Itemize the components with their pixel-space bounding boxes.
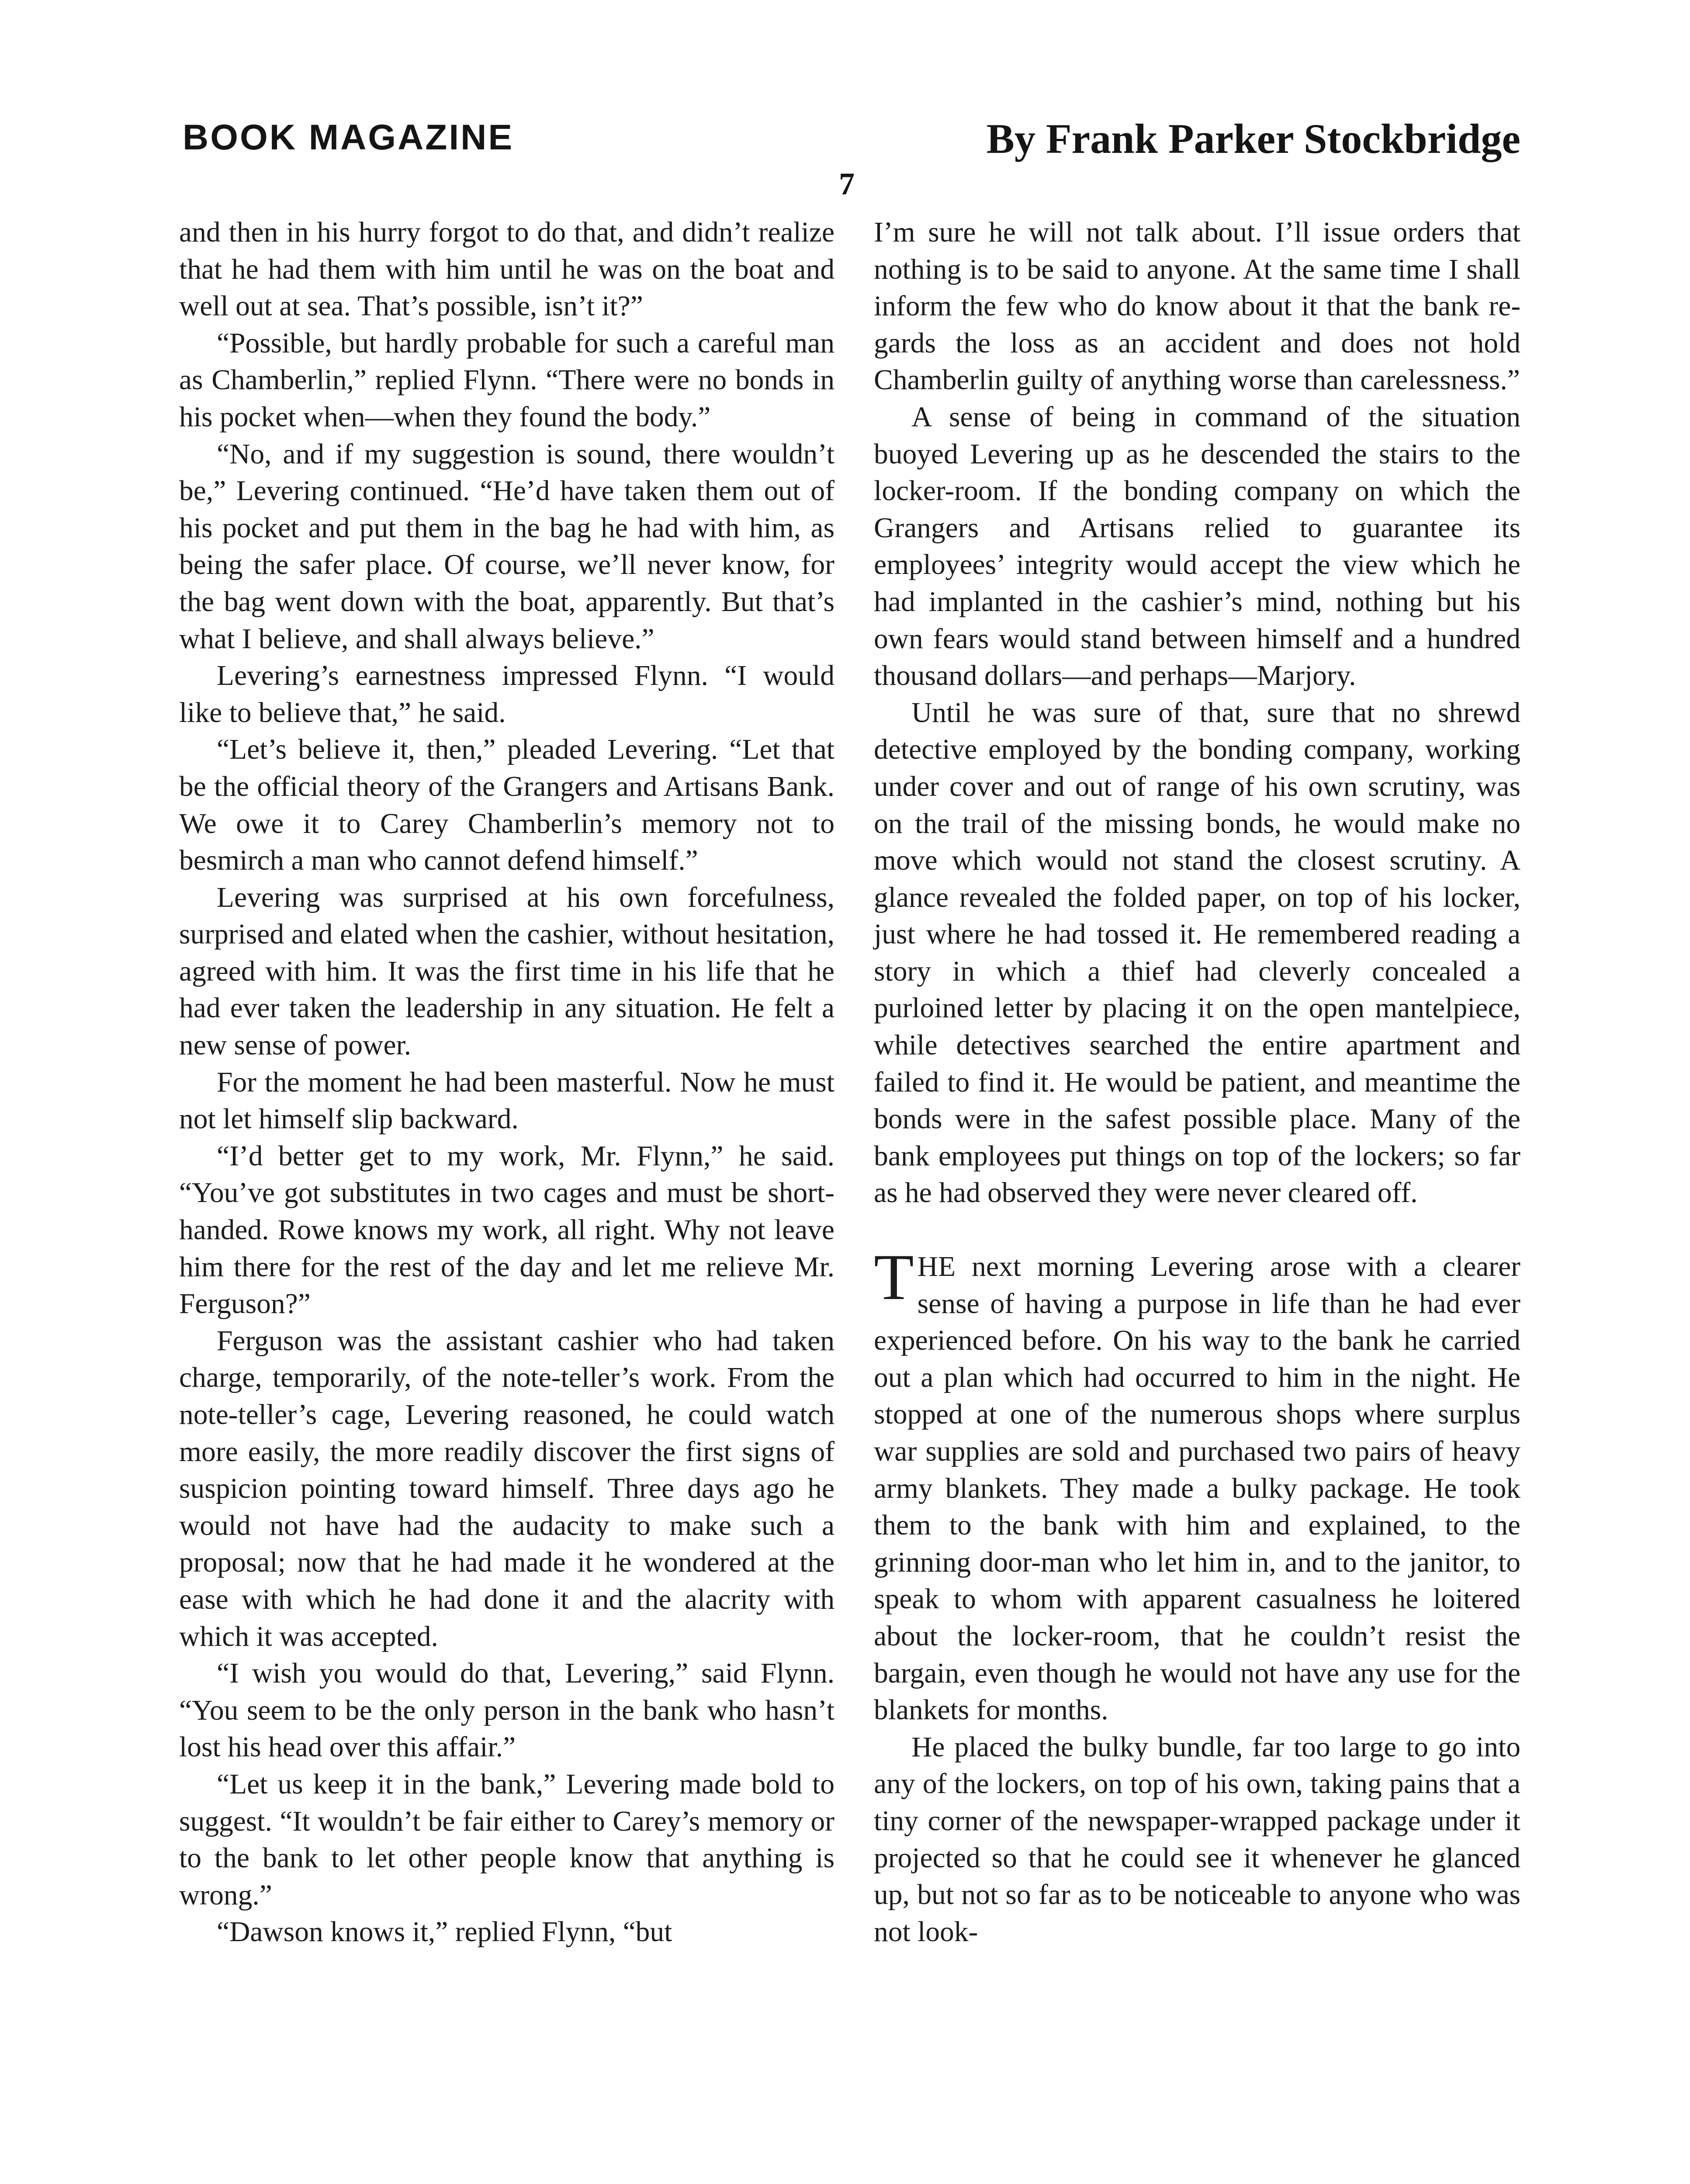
- paragraph: I’m sure he will not talk about. I’ll issue orders that nothing is to be said to anyone. At the same time I shall inform the few who do know about it that the bank regards the loss as an accident and does not hold Chamberlin guilty of anything worse than carelessness.”: [874, 217, 1520, 396]
- paragraph: “I wish you would do that, Levering,” said Flynn. “You seem to be the only person in the bank who hasn’t lost his head over this affair.”: [179, 1658, 835, 1763]
- paragraph: “No, and if my suggestion is sound, there wouldn’t be,” Levering continued. “He’d have taken them out of his pocket and put them in the bag he had with him, as being the safer place. Of course, we’ll never know, for the bag went down with the boat, apparently. But that’s what I believe, and shall always believe.”: [179, 438, 835, 655]
- paragraph: Levering was surprised at his own forcefulness, surprised and elated when the cashier, without hesitation, agreed with him. It was the first time in his life that he had ever taken the leadership in any situation. He felt a new sense of power.: [179, 881, 835, 1061]
- paragraph: Until he was sure of that, sure that no shrewd detective employed by the bonding company, working under cover and out of range of his own scrutiny, was on the trail of the missing bonds, he would make no move which would not stand the closest scrutiny. A glance revealed the folded paper, on top of his locker, just where he had tossed it. He remembered reading a story in which a thief had cleverly concealed a purloined letter by placing it on the open mantelpiece, while detectives searched the entire apartment and failed to find it. He would be patient, and meantime the bonds were in the safest possible place. Many of the bank employees put things on top of the lockers; so far as he had observed they were never cleared off.: [874, 697, 1520, 1209]
- page-number: 7: [839, 166, 855, 201]
- paragraph: “Dawson knows it,” replied Flynn, “but: [217, 1916, 672, 1948]
- right-text-column: [874, 214, 1520, 1950]
- paragraph: “Let’s believe it, then,” pleaded Levering. “Let that be the official theory of the Grangers and Artisans Bank. We owe it to Carey Chamberlin’s memory not to besmirch a man who cannot defend himself.”: [179, 734, 835, 877]
- paragraph: “Let us keep it in the bank,” Levering made bold to suggest. “It wouldn’t be fair either to Carey’s memory or to the bank to let other people know that anything is wrong.”: [179, 1768, 835, 1911]
- drop-cap: T: [874, 1241, 914, 1314]
- paragraph: and then in his hurry forgot to do that, and didn’t realize that he had them with him until he was on the boat and well out at sea. That’s possible, isn’t it?”: [179, 217, 835, 322]
- author-byline: By Frank Parker Stockbridge: [986, 115, 1520, 162]
- left-text-column: [179, 214, 835, 1951]
- paragraph: A sense of being in command of the situation buoyed Levering up as he descended the stairs to the locker-room. If the bonding company on which the Grangers and Artisans relied to guarantee its employees’ integrity would accept the view which he had implanted in the cashier’s mind, nothing but his own fears would stand between himself and a hundred thousand dollars—and perhaps—Marjory.: [874, 401, 1520, 692]
- paragraph-text: HE next morning Levering arose with a clearer sense of having a purpose in life than he had ever experienced before. On his way to the bank he carried out a plan which had occurred to him in the night. He stopped at one of the numerous shops where surplus war supplies are sold and purchased two pairs of heavy army blankets. They made a bulky package. He took them to the bank with him and explained, to the grinning door-man who let him in, and to the janitor, to speak to whom with apparent casualness he loitered about the locker-room, that he couldn’t resist the bargain, even though he would not have any use for the blankets for months.: [874, 1251, 1520, 1726]
- paragraph: For the moment he had been masterful. Now he must not let himself slip backward.: [179, 1066, 835, 1135]
- section-paragraph: [874, 1241, 1520, 1729]
- paragraph: “Possible, but hardly probable for such a careful man as Chamberlin,” replied Flynn. “There were no bonds in his pocket when—when they found the body.”: [179, 327, 835, 433]
- paragraph: Levering’s earnestness impressed Flynn. “I would like to believe that,” he said.: [179, 660, 835, 729]
- paragraph: He placed the bulky bundle, far too large to go into any of the lockers, on top of his own, taking pains that a tiny corner of the newspaper-wrapped package under it projected so that he could see it whenever he glanced up, but not so far as to be noticeable to anyone who was not look-: [874, 1731, 1520, 1948]
- paragraph: “I’d better get to my work, Mr. Flynn,” he said. “You’ve got substitutes in two cages and must be short-handed. Rowe knows my work, all right. Why not leave him there for the rest of the day and let me relieve Mr. Ferguson?”: [179, 1140, 835, 1320]
- magazine-title: BOOK MAGAZINE: [183, 117, 514, 157]
- paragraph: Ferguson was the assistant cashier who had taken charge, temporarily, of the note-teller’s work. From the note-teller’s cage, Levering reasoned, he could watch more easily, the more readily discover the first signs of suspicion pointing toward himself. Three days ago he would not have had the audacity to make such a proposal; now that he had made it he wondered at the ease with which he had done it and the alacrity with which it was accepted.: [179, 1325, 835, 1652]
